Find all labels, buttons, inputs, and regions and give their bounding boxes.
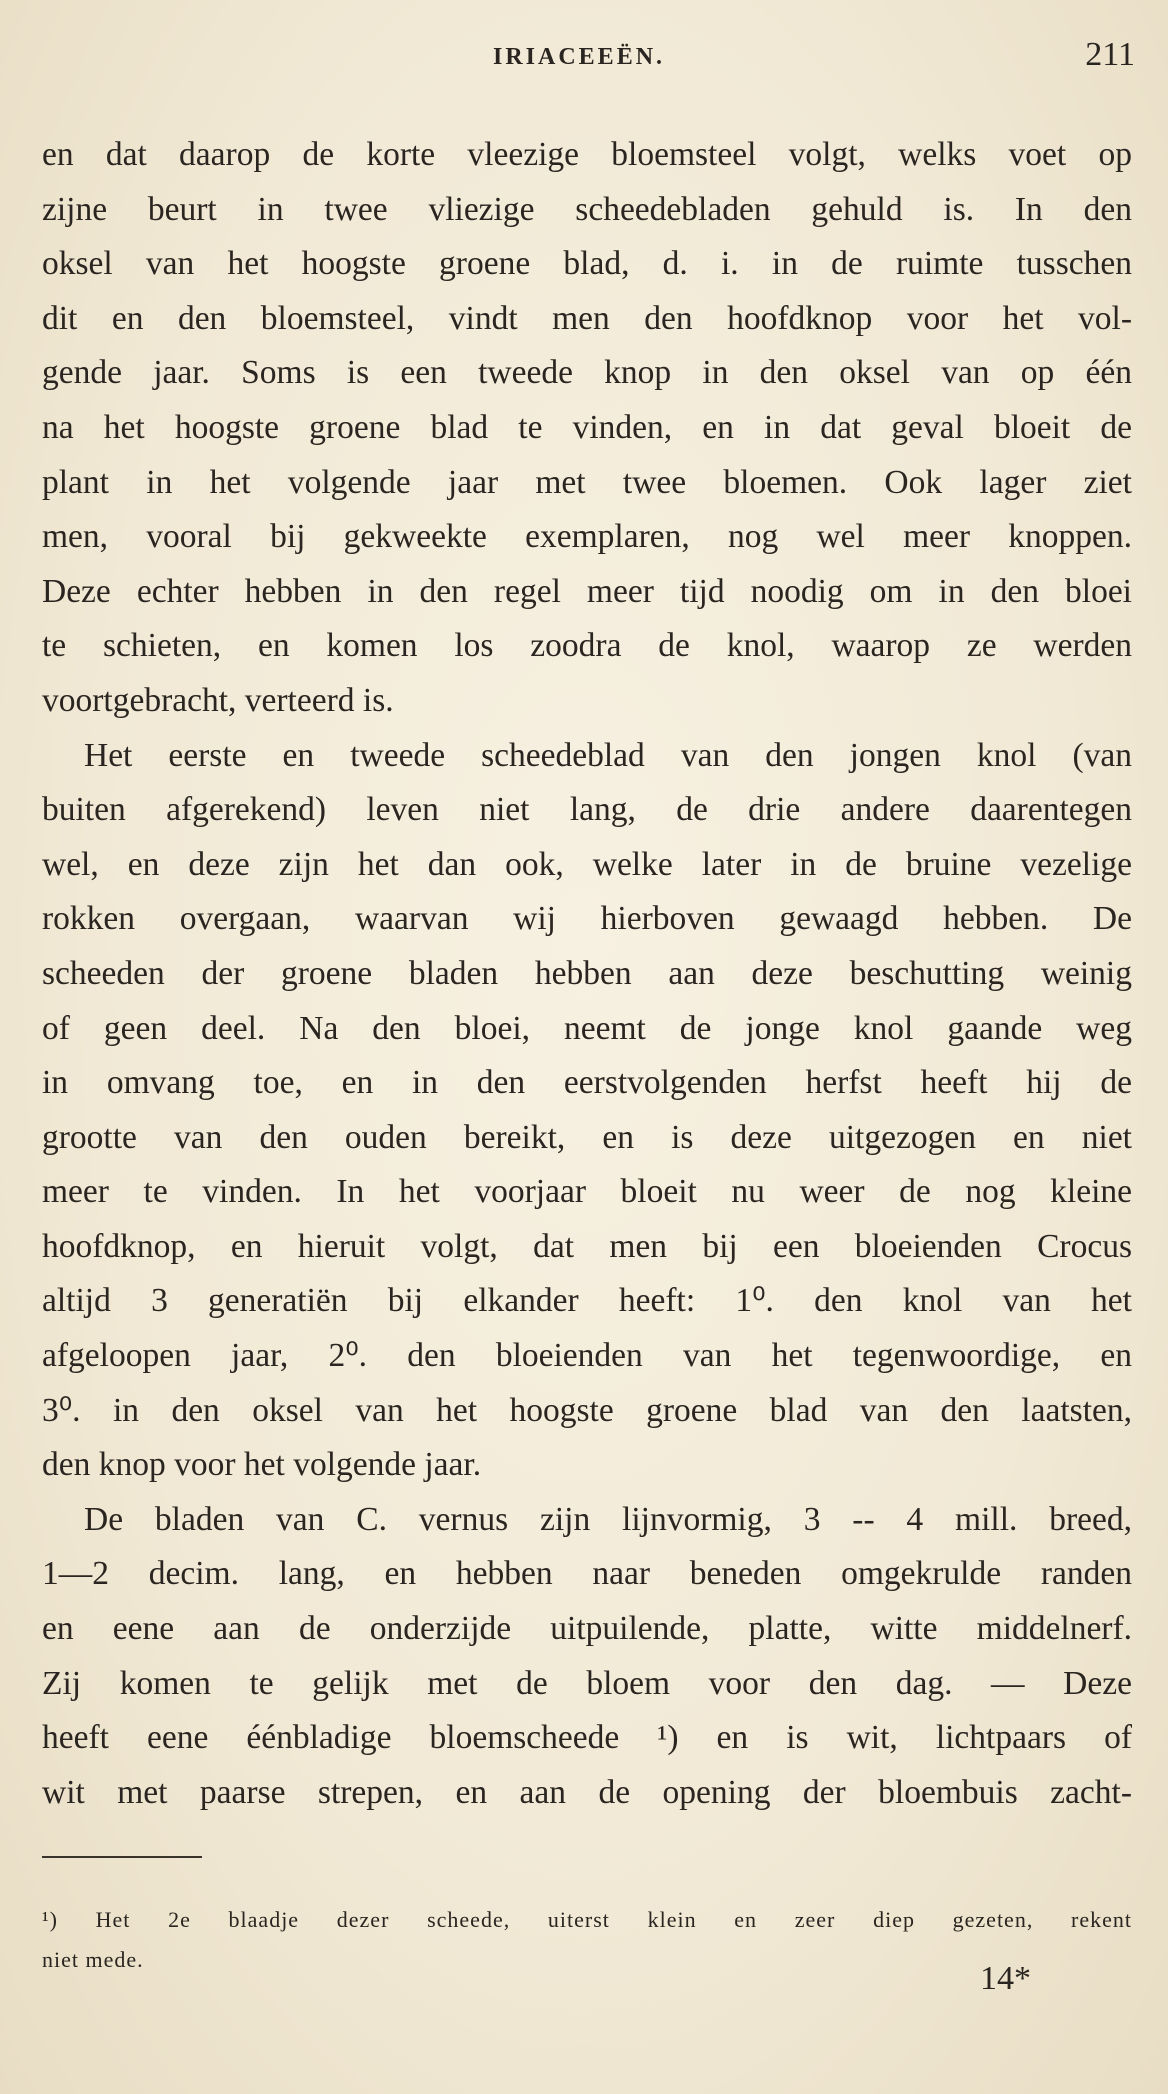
body-line: meer te vinden. In het voorjaar bloeit nu weer de nog kleine [42, 1173, 1132, 1211]
body-line: Het eerste en tweede scheedeblad van den jongen knol (van [84, 736, 1132, 774]
body-line: en eene aan de onderzijde uitpuilende, platte, witte middelnerf. [42, 1610, 1132, 1648]
body-line: in omvang toe, en in den eerstvolgenden herfst heeft hij de [42, 1064, 1132, 1102]
footnote-line: ¹) Het 2e blaadje dezer scheede, uiterst klein en zeer diep gezeten, rekent [42, 1907, 1132, 1932]
body-line: rokken overgaan, waarvan wij hierboven gewaagd hebben. De [42, 900, 1132, 938]
body-line: afgeloopen jaar, 2⁰. den bloeienden van het tegenwoordige, en [42, 1337, 1132, 1375]
body-line: men, vooral bij gekweekte exemplaren, nog wel meer knoppen. [42, 518, 1132, 556]
body-line: dit en den bloemsteel, vindt men den hoofdknop voor het vol- [42, 299, 1132, 337]
footnote [42, 1900, 1132, 1980]
page-number: 211 [1085, 36, 1135, 73]
body-line: en dat daarop de korte vleezige bloemsteel volgt, welks voet op [42, 136, 1132, 173]
body-line: zijne beurt in twee vliezige scheedebladen gehuld is. In den [42, 190, 1132, 228]
page-header [40, 36, 1135, 80]
body-line: grootte van den ouden bereikt, en is deze uitgezogen en niet [42, 1118, 1132, 1156]
body-line: of geen deel. Na den bloei, neemt de jonge knol gaande weg [42, 1009, 1132, 1047]
body-line: te schieten, en komen los zoodra de knol, waarop ze werden [42, 627, 1132, 665]
footnote-line: niet mede. [42, 1947, 144, 1972]
body-line: oksel van het hoogste groene blad, d. i. in de ruimte tusschen [42, 245, 1132, 283]
body-line: heeft eene éénbladige bloemscheede ¹) en is wit, lichtpaars of [42, 1719, 1132, 1757]
body-line: 1—2 decim. lang, en hebben naar beneden omgekrulde randen [42, 1555, 1132, 1593]
running-head: IRIACEEËN. [493, 44, 666, 70]
body-line: wit met paarse strepen, en aan de opening der bloembuis zacht- [42, 1773, 1132, 1811]
body-text [42, 128, 1132, 1820]
body-line: 3⁰. in den oksel van het hoogste groene blad van den laatsten, [42, 1391, 1132, 1429]
body-line: gende jaar. Soms is een tweede knop in den oksel van op één [42, 354, 1132, 392]
body-line: hoofdknop, en hieruit volgt, dat men bij een bloeienden Crocus [42, 1227, 1132, 1265]
body-line: De bladen van C. vernus zijn lijnvormig, 3 -- 4 mill. breed, [84, 1500, 1132, 1538]
body-line: scheeden der groene bladen hebben aan deze beschutting weinig [42, 954, 1132, 992]
body-line: na het hoogste groene blad te vinden, en in dat geval bloeit de [42, 408, 1132, 446]
body-line: plant in het volgende jaar met twee bloemen. Ook lager ziet [42, 463, 1132, 501]
body-line: Zij komen te gelijk met de bloem voor den dag. — Deze [42, 1664, 1132, 1702]
sheet-signature: 14* [980, 1960, 1031, 1997]
body-line: Deze echter hebben in den regel meer tijd noodig om in den bloei [42, 572, 1132, 610]
footnote-rule [42, 1856, 202, 1858]
body-line: den knop voor het volgende jaar. [42, 1446, 482, 1484]
body-line: buiten afgerekend) leven niet lang, de drie andere daarentegen [42, 791, 1132, 829]
body-line: voortgebracht, verteerd is. [42, 681, 394, 719]
body-line: wel, en deze zijn het dan ook, welke later in de bruine vezelige [42, 845, 1132, 883]
body-line: altijd 3 generatiën bij elkander heeft: 1⁰. den knol van het [42, 1282, 1132, 1320]
